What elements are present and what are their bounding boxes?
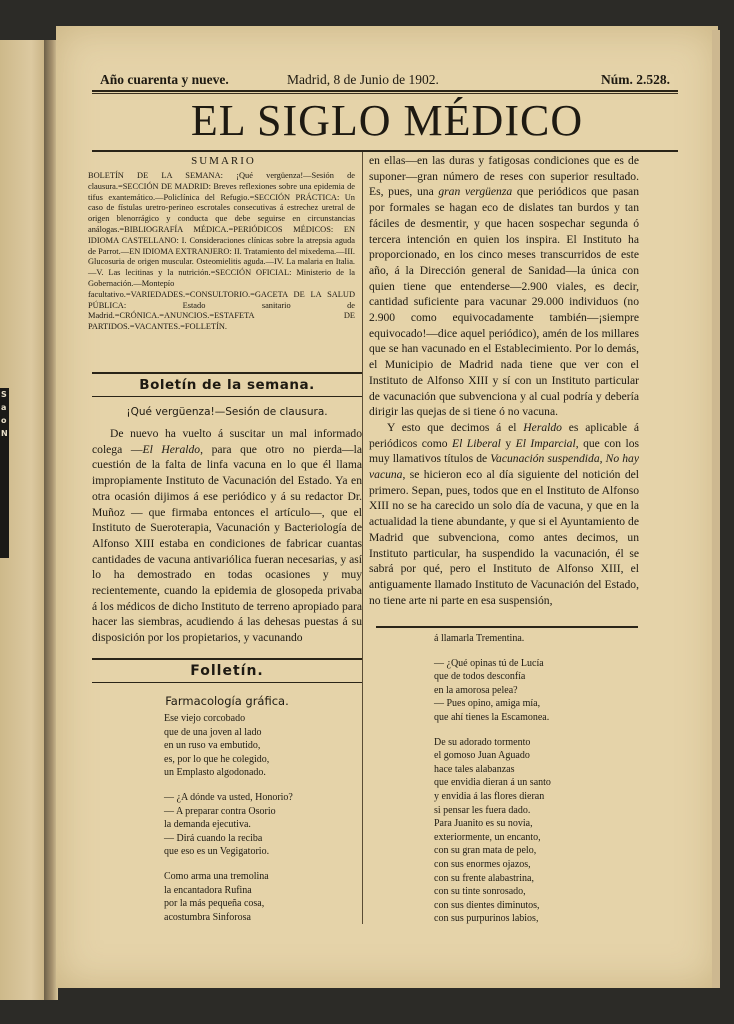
- masthead-date: Madrid, 8 de Junio de 1902.: [287, 72, 439, 87]
- masthead: [100, 72, 670, 90]
- verse-stanza: Como arma una tremolina la encantadora Rufina por la más pequeña cosa, acostumbra Sinforosa: [164, 870, 269, 923]
- masthead-number: Núm. 2.528.: [600, 72, 670, 87]
- verse-stanza: Ese viejo corcobado que de una joven al lado en un ruso va embutido, es, por lo que he colegido, un Emplasto algodonado.: [164, 713, 270, 779]
- title-rule: [92, 150, 678, 152]
- right-column: [369, 153, 639, 608]
- page-title: EL SIGLO MÉDICO: [190, 96, 584, 145]
- page-edge: [712, 30, 720, 988]
- boletin-heading: Boletín de la semana.: [92, 372, 362, 397]
- verse-stanza: á llamarla Trementina.: [434, 633, 525, 644]
- sumario-heading: SUMARIO: [191, 155, 256, 167]
- sumario-text: BOLETÍN DE LA SEMANA: ¡Qué vergüenza!—Sesión de clausura.=SECCIÓN DE MADRID: Breves reflexiones sobre una epidemia de tifus exantemático.—Policlínica del Refugio.=SECCIÓN PRÁCTICA: Un caso de fístulas uretro-perineo escrotales consecutivas á estrechez uretral de origen blenorrágico y conducta que debe seguirse en circunstancias análogas.=BIBLIOGRAFÍA MÉDICA.=PERIÓDICOS MÉDICOS: EN IDIOMA CASTELLANO: I. Consideraciones clínicas sobre la atrepsia aguda de Parrot.—EN IDIOMA EXTRANJERO: II. Tratamiento del mixedema.—III. Glucosuria de origen muscular. Osteomielitis aguda.—IV. La malaria en Italia.—V. Las lecitinas y la nutrición.=SECCIÓN OFICIAL: Ministerio de la Gobernación.—Montepío facultativo.=VARIEDADES.=CONSULTORIO.=GACETA DE LA SALUD PÚBLICA: Estado sanitario de Madrid.=CRÓNICA.=ANUNCIOS.=ESTAFETA DE PARTIDOS.=VACANTES.=FOLLETÍN.: [88, 171, 355, 332]
- boletin-subheading: ¡Qué vergüenza!—Sesión de clausura.: [126, 406, 328, 418]
- verse-stanza: De su adorado tormento el gomoso Juan Aguado hace tales alabanzas que envidia dieran á un santo y envidia á las flores dieran si pensar les fuera dado. Para Juanito es su novia, exteriormente, un encanto, con su gran mata de pelo, con sus enormes ojazos, con su frente alabastrina, con su tinte sonrosado, con sus dientes diminutos, con sus purpurinos labios,: [434, 736, 551, 925]
- right-paragraph-2: Y esto que decimos á el Heraldo es aplicable á periódicos como El Liberal y El Imparcial, que con los muy llamativos títulos de Vacunación suspendida, No hay vacuna, se hicieron eco al día siguiente del notición del primero. Sepan, pues, todos que en el Instituto de Alfonso XIII no se ha carecido un solo día de vacuna, y que en la actualidad la tiene abundante, y que si el Ayuntamiento de Madrid que subvenciona, como antes decimos, un Instituto particular, ha suspendido la vacunación, él se sabrá por qué, pero el Instituto de Alfonso XIII, el antiguamente llamado Instituto de Vacunación del Estado, no tiene arte ni parte en esa suspensión,: [369, 420, 640, 607]
- masthead-year: Año cuarenta y nueve.: [100, 72, 229, 87]
- folletin-verses-left: [164, 712, 364, 935]
- masthead-rule-thin: [92, 93, 678, 94]
- boletin-paragraph: De nuevo ha vuelto á suscitar un mal informado colega —El Heraldo, para que otro no pierda—la cuestión de la falta de linfa vacuna en lo que él llama impropiamente Instituto de Vacunación del Estado. Ya en otra ocasión dijimos á ese periódico y á su redactor Dr. Muñoz — que firmaba entonces el artículo—, que el Instituto de Sueroterapia, Vacunación y Bacteriología de Alfonso XIII estaba en condiciones de fabricar cuantas cantidades de vacuna antivariólica fueran necesarias, y así lo ha demostrado en todas ocasiones y muy recientemente, cuando la epidemia de glosopeda privaba á los médicos de dicho Instituto de terreno apropiado para hacer las siembras, acudiendo á las dehesas puestas á su disposición por los propietarios, y vacunando: [92, 427, 363, 645]
- right-paragraph-1: en ellas—en las duras y fatigosas condiciones que es de suponer—gran número de reses con superior resultado. Es, pues, una gran vergüenza que periódicos que pasan por formales se hagan eco de dislates tan burdos y tan fáciles de desmentir, y que hacen sospechar segunda ó tercera intención en quien los inspira. El Instituto ha proporcionado, en los cinco meses transcurridos de este año, á la Dirección general de Sanidad—la única con quien tiene que entenderse—2.900 viales, es decir, cantidad suficiente para vacunar 29.000 individuos (no 2.900 como equivocadamente también—¡siempre equivocado!—dice aquel periódico), amén de los millares que se han vacunado en el Establecimiento. Por lo demás, el Municipio de Madrid nada tiene que ver con el Instituto de Alfonso XIII y sí con un Instituto particular de vacunación que subvenciona y al cual podría y debería dirigir las quejas de si tiene ó no vacuna.: [369, 154, 639, 419]
- boletin-section: [92, 406, 362, 646]
- newspaper-page: [56, 26, 718, 988]
- left-column: [86, 153, 361, 333]
- folletin-subtitle: Farmacología gráfica.: [165, 694, 289, 708]
- folletin-verses-right: [434, 632, 654, 937]
- left-page-clip: S a o N: [0, 388, 9, 558]
- masthead-rule: [92, 90, 678, 92]
- right-folletin-rule: [376, 626, 638, 628]
- verse-stanza: — ¿Qué opinas tú de Lucía que de todos desconfía en la amorosa pelea? — Pues opino, amiga mía, que ahí tienes la Escamonea.: [434, 657, 550, 723]
- folletin-heading: Folletín.: [92, 658, 362, 683]
- verse-stanza: — ¿A dónde va usted, Honorio? — A preparar contra Osorio la demanda ejecutiva. — Dirá cuando la reciba que eso es un Vegigatorio.: [164, 791, 293, 858]
